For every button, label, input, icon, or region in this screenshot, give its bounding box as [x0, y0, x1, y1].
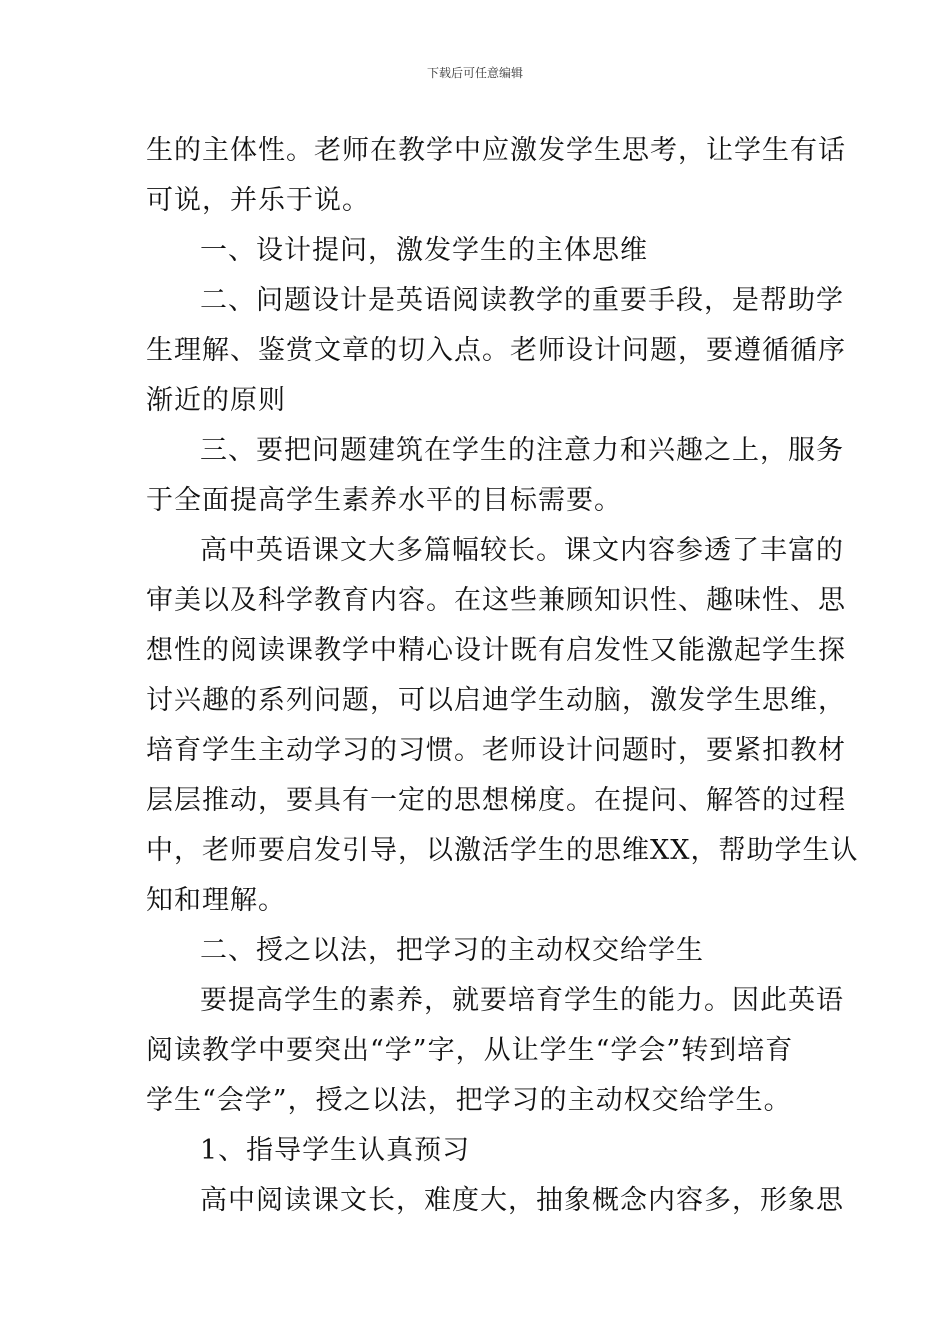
text-line: 生理解、鉴赏文章的切入点。老师设计问题，要遵循循序: [146, 335, 846, 366]
text-line: 审美以及科学教育内容。在这些兼顾知识性、趣味性、思: [146, 585, 846, 616]
text-line: 层层推动，要具有一定的思想梯度。在提问、解答的过程: [146, 785, 846, 816]
text-line: 学生“会学”，授之以法，把学习的主动权交给学生。: [146, 1085, 792, 1116]
text-line: 想性的阅读课教学中精心设计既有启发性又能激起学生探: [146, 635, 846, 666]
section-heading: 二、问题设计是英语阅读教学的重要手段，是帮助学: [200, 285, 844, 316]
paragraph-start: 要提高学生的素养，就要培育学生的能力。因此英语: [200, 985, 844, 1016]
text-line: 知和理解。: [146, 885, 286, 916]
page-header-watermark: 下载后可任意编辑: [426, 66, 523, 80]
text-line: 渐近的原则: [146, 385, 286, 416]
text-line: 中，老师要启发引导，以激活学生的思维XX，帮助学生认: [146, 835, 859, 866]
text-line: 生的主体性。老师在教学中应激发学生思考，让学生有话: [146, 135, 846, 166]
text-line: 培育学生主动学习的习惯。老师设计问题时，要紧扣教材: [146, 735, 846, 766]
text-line: 讨兴趣的系列问题，可以启迪学生动脑，激发学生思维，: [146, 685, 846, 716]
text-line: 阅读教学中要突出“学”字，从让学生“学会”转到培育: [146, 1035, 794, 1066]
section-heading: 一、设计提问，激发学生的主体思维: [200, 235, 648, 266]
paragraph-start: 高中英语课文大多篇幅较长。课文内容参透了丰富的: [200, 535, 844, 566]
document-body: [146, 126, 859, 1226]
section-heading: 三、要把问题建筑在学生的注意力和兴趣之上，服务: [200, 435, 844, 466]
subsection-heading: 1、指导学生认真预习: [200, 1135, 471, 1166]
text-line: 于全面提高学生素养水平的目标需要。: [146, 485, 622, 516]
paragraph-start: 高中阅读课文长，难度大，抽象概念内容多，形象思: [200, 1185, 844, 1216]
section-heading: 二、授之以法，把学习的主动权交给学生: [200, 935, 704, 966]
text-line: 可说，并乐于说。: [146, 185, 370, 216]
